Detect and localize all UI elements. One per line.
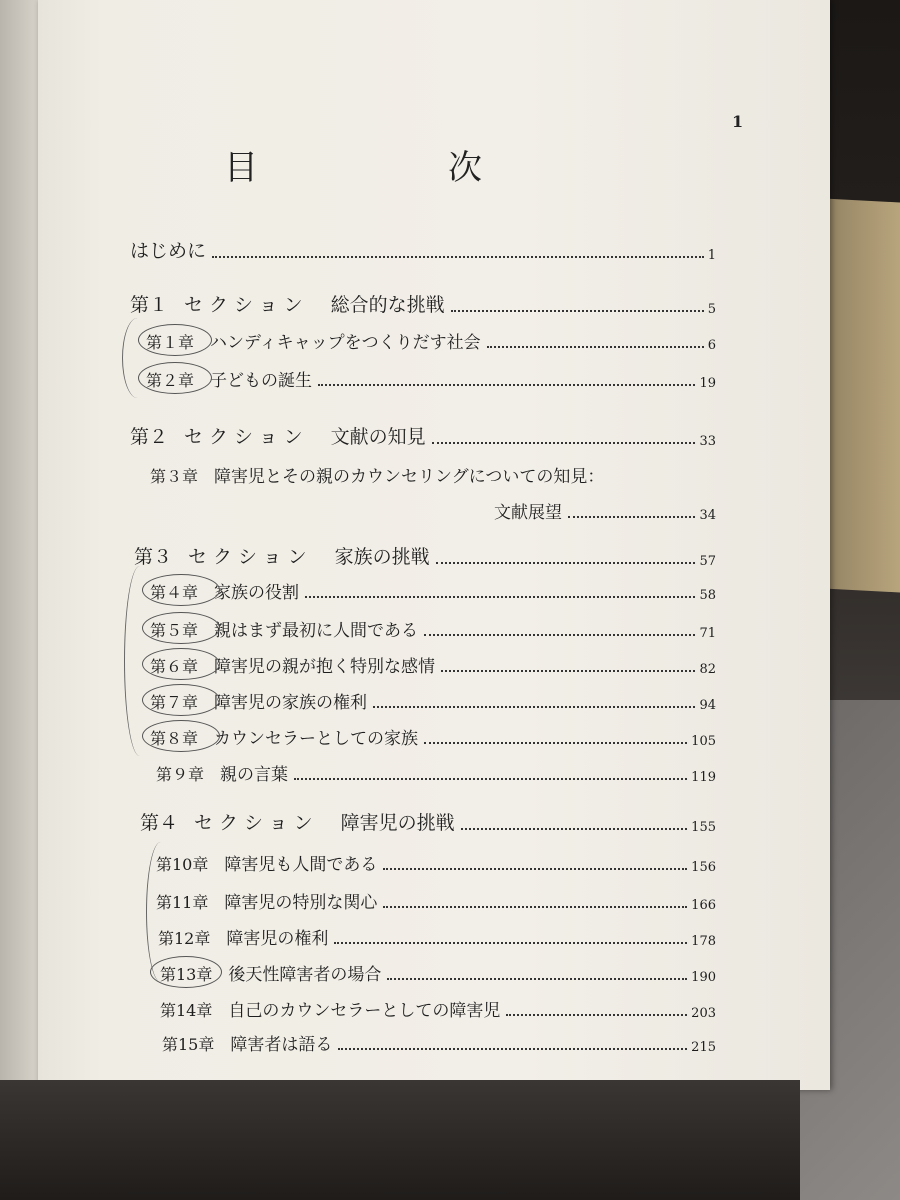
entry-page: 33 <box>699 434 716 449</box>
page-number: 1 <box>732 112 744 131</box>
chapter-label: カウンセラーとしての家族 <box>214 729 419 749</box>
page-gutter <box>0 0 40 1200</box>
toc-section-4 <box>140 808 716 835</box>
leader-dots <box>294 778 687 780</box>
section-label: 総合的な挑戦 <box>330 294 445 316</box>
pencil-bracket-mark <box>122 318 153 398</box>
leader-dots <box>506 1014 687 1016</box>
entry-label: はじめに <box>130 240 207 262</box>
chapter-label: 家族の役割 <box>214 583 300 603</box>
toc-section-3 <box>134 542 716 569</box>
leader-dots <box>338 1048 687 1050</box>
chapter-label: 障害者は語る <box>230 1035 333 1055</box>
toc-section-2 <box>130 422 716 449</box>
chapter-label-continued: 文献展望 <box>494 503 562 523</box>
chapter-number: 第１章 <box>146 333 195 352</box>
chapter-number: 第12章 <box>158 929 211 948</box>
entry-page: 71 <box>699 626 716 641</box>
chapter-label: 子どもの誕生 <box>210 371 313 391</box>
entry-page: 178 <box>691 934 716 949</box>
entry-page: 58 <box>699 588 716 603</box>
leader-dots <box>387 978 687 980</box>
entry-page: 5 <box>707 302 716 317</box>
section-word: セクション <box>188 546 313 568</box>
leader-dots <box>487 346 704 348</box>
chapter-number: 第13章 <box>160 965 213 984</box>
chapter-label: 障害児の家族の権利 <box>214 693 368 713</box>
leader-dots <box>461 828 688 830</box>
chapter-label: ハンディキャップをつくりだす社会 <box>210 333 481 353</box>
toc-chapter-11 <box>156 888 716 913</box>
leader-dots <box>373 706 695 708</box>
chapter-label: 後天性障害者の場合 <box>228 965 382 985</box>
toc-chapter-8 <box>150 724 716 749</box>
leader-dots <box>212 256 704 258</box>
entry-page: 105 <box>691 734 716 749</box>
toc-chapter-7 <box>150 688 716 713</box>
toc-chapter-10 <box>156 850 716 875</box>
toc-chapter-12 <box>158 924 716 949</box>
leader-dots <box>568 516 695 518</box>
entry-page: 19 <box>699 376 716 391</box>
entry-page: 155 <box>691 820 716 835</box>
pencil-circle-mark <box>142 574 220 606</box>
section-word: セクション <box>184 294 309 316</box>
entry-page: 156 <box>691 860 716 875</box>
toc-chapter-13 <box>160 960 716 985</box>
toc-chapter-4 <box>150 578 716 603</box>
section-label: 障害児の挑戦 <box>340 812 455 834</box>
chapter-number: 第３章 <box>150 467 199 486</box>
chapter-number: 第10章 <box>156 855 209 874</box>
leader-dots <box>436 562 696 564</box>
leader-dots <box>383 868 687 870</box>
chapter-label: 自己のカウンセラーとしての障害児 <box>228 1001 501 1021</box>
section-number: 第２ <box>130 426 169 448</box>
entry-page: 34 <box>699 508 716 523</box>
section-label: 文献の知見 <box>330 426 426 448</box>
entry-page: 166 <box>691 898 716 913</box>
section-label: 家族の挑戦 <box>334 546 430 568</box>
book-page <box>38 0 830 1090</box>
toc-chapter-15 <box>162 1030 716 1055</box>
pencil-circle-mark <box>142 720 220 752</box>
chapter-number: 第２章 <box>146 371 195 390</box>
chapter-label: 障害児の親が抱く特別な感情 <box>214 657 436 677</box>
chapter-number: 第14章 <box>160 1001 213 1020</box>
toc-chapter-3 <box>150 462 716 487</box>
chapter-number: 第５章 <box>150 621 199 640</box>
entry-page: 203 <box>691 1006 716 1021</box>
chapter-number: 第８章 <box>150 729 199 748</box>
section-number: 第１ <box>130 294 169 316</box>
chapter-number: 第15章 <box>162 1035 215 1054</box>
pencil-circle-mark <box>150 956 222 988</box>
chapter-label: 親はまず最初に人間である <box>214 621 419 641</box>
chapter-number: 第11章 <box>156 893 209 912</box>
toc-chapter-1 <box>146 328 716 353</box>
toc-section-1 <box>130 290 716 317</box>
entry-page: 190 <box>691 970 716 985</box>
chapter-label: 障害児も人間である <box>224 855 378 875</box>
chapter-label: 障害児の権利 <box>226 929 329 949</box>
leader-dots <box>451 310 704 312</box>
chapter-number: 第４章 <box>150 583 199 602</box>
leader-dots <box>432 442 696 444</box>
section-word: セクション <box>184 426 309 448</box>
toc-chapter-2 <box>146 366 716 391</box>
entry-page: 82 <box>699 662 716 677</box>
chapter-label: 障害児の特別な関心 <box>224 893 378 913</box>
entry-page: 94 <box>699 698 716 713</box>
entry-page: 119 <box>691 770 716 785</box>
leader-dots <box>383 906 687 908</box>
entry-page: 57 <box>699 554 716 569</box>
chapter-label: 親の言葉 <box>220 765 289 785</box>
page-title: 目 次 <box>224 148 560 188</box>
leader-dots <box>334 942 687 944</box>
toc-chapter-5 <box>150 616 716 641</box>
section-number: 第３ <box>134 546 173 568</box>
section-word: セクション <box>194 812 319 834</box>
chapter-number: 第６章 <box>150 657 199 676</box>
chapter-number: 第７章 <box>150 693 199 712</box>
chapter-number: 第９章 <box>156 765 205 784</box>
toc-entry-intro <box>130 236 716 263</box>
entry-page: 215 <box>691 1040 716 1055</box>
toc-chapter-9 <box>156 760 716 785</box>
pencil-bracket-mark <box>124 566 155 756</box>
leader-dots <box>318 384 695 386</box>
toc-chapter-14 <box>160 996 716 1021</box>
chapter-label: 障害児とその親のカウンセリングについての知見： <box>214 467 605 487</box>
leader-dots <box>424 634 695 636</box>
bottom-shadow <box>0 1080 800 1200</box>
leader-dots <box>424 742 687 744</box>
entry-page: 1 <box>707 248 716 263</box>
toc-chapter-6 <box>150 652 716 677</box>
toc-chapter-3-continued <box>494 498 716 523</box>
leader-dots <box>441 670 695 672</box>
entry-page: 6 <box>707 338 716 353</box>
leader-dots <box>305 596 695 598</box>
section-number: 第４ <box>140 812 179 834</box>
